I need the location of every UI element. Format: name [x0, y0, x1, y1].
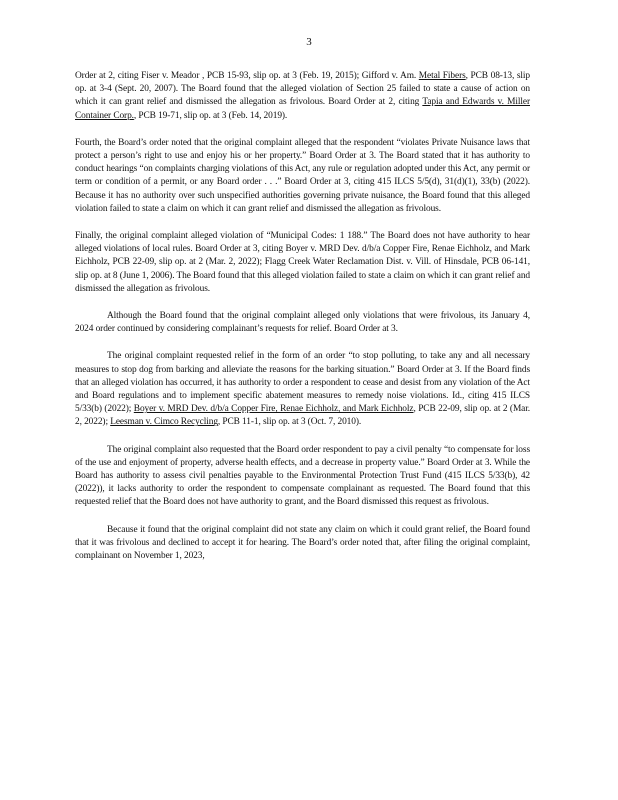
page-number: 3: [306, 36, 312, 48]
paragraph-text: , PCB 19-71, slip op. at 3 (Feb. 14, 2019).: [133, 110, 288, 121]
paragraph-text: , PCB 11-1, slip op. at 3 (Oct. 7, 2010).: [217, 417, 362, 428]
paragraph-text: Finally, the original complaint alleged violation of “Municipal Codes: 1 188.” The Board does not have authority to hear alleged violations of local rules. Board Order at 3, citing Boyer v. MRD Dev. d/b/a Copper Fire, Renae Eichholz, and Mark Eichholz, PCB 22-09, slip op. at 2 (Mar. 2, 2022); Flagg Creek Water Reclamation Dist. v. Vill. of Hinsdale, PCB 06-141, slip op. at 8 (June 1, 2006). The Board found that this alleged violation failed to state a claim on which it can grant relief and dismissed the allegation as frivolous.: [75, 231, 530, 294]
paragraph-text: , PCB 22-09, slip op. at 2 (Mar. 2, 2022);: [75, 404, 530, 428]
paragraph: [75, 350, 530, 429]
paragraph: [75, 137, 530, 216]
paragraph: [75, 70, 530, 123]
paragraph-text: Order at 2, citing Fiser v. Meador , PCB 15-93, slip op. at 3 (Feb. 19, 2015); Gifford v. Am.: [75, 71, 419, 81]
paragraph-text: The original complaint also requested that the Board order respondent to pay a civil penalty “to compensate for loss of the use and enjoyment of property, adverse health effects, and a decrease in property value.” Board Order at 3. While the Board has authority to assess civil penalties payable to the Environmental Protection Trust Fund (415 ILCS 5/33(b), 42 (2022)), it lacks authority to order the respondent to compensate complainant as requested. The Board found that this requested relief that the Board does not have authority to grant, and the Board dismissed this request as frivolous.: [75, 444, 530, 508]
case-citation: Metal Fibers: [418, 71, 466, 81]
paragraph: [75, 444, 530, 510]
case-citation: Boyer v. MRD Dev. d/b/a Copper Fire, Renae Eichholz, and Mark Eichholz: [133, 404, 414, 415]
case-citation: Leesman v. Cimco Recycling: [110, 417, 218, 428]
body-text: [75, 70, 530, 577]
paragraph-text: Although the Board found that the original complaint alleged only violations that were frivolous, its January 4, 2024 order continued by considering complainant’s requests for relief. Board Order at 3.: [75, 311, 530, 335]
paragraph: [75, 310, 530, 336]
paragraph-text: The original complaint requested relief in the form of an order “to stop polluting, to take any and all necessary measures to stop dog from barking and alleviate the reasons for the barking situation.” Board Order at 3. If the Board finds that an alleged violation has occurred, it has authority to order a respondent to cease and desist from any violation of the Act and Board regulations and to implement specific abatement measures to remedy noise violations. Id., citing 415 ILCS 5/33(b) (2022);: [75, 351, 530, 415]
case-citation: Tapia and Edwards v. Miller Container Corp.: [75, 97, 530, 121]
paragraph-text: , PCB 08-13, slip op. at 3-4 (Sept. 20, 2007). The Board found that the alleged violation of Section 25 failed to state a cause of action on which it can grant relief and dismissed the allegation as frivolous. Board Order at 2, citing: [75, 71, 531, 108]
paragraph-text: Fourth, the Board’s order noted that the original complaint alleged that the respondent “violates Private Nuisance laws that protect a person’s right to use and enjoy his or her property.” Board Order at 3. The Board stated that it has authority to conduct hearings “on complaints charging violations of this Act, any rule or regulation adopted under this Act, any permit or term or condition of a permit, or any Board order . . .” Board Order at 3, citing 415 ILCS 5/5(d), 31(d)(1), 33(b) (2022). Because it has no authority over such unspecified authorities governing private nuisance, the Board found that this alleged violation failed to state a claim on which it can grant relief and dismissed the allegation as frivolous.: [75, 137, 530, 214]
paragraph: [75, 524, 530, 564]
paragraph: [75, 230, 530, 296]
paragraph-text: Because it found that the original complaint did not state any claim on which it could grant relief, the Board found that it was frivolous and declined to accept it for hearing. The Board’s order noted that, after filing the original complaint, complainant on November 1, 2023,: [75, 524, 530, 562]
